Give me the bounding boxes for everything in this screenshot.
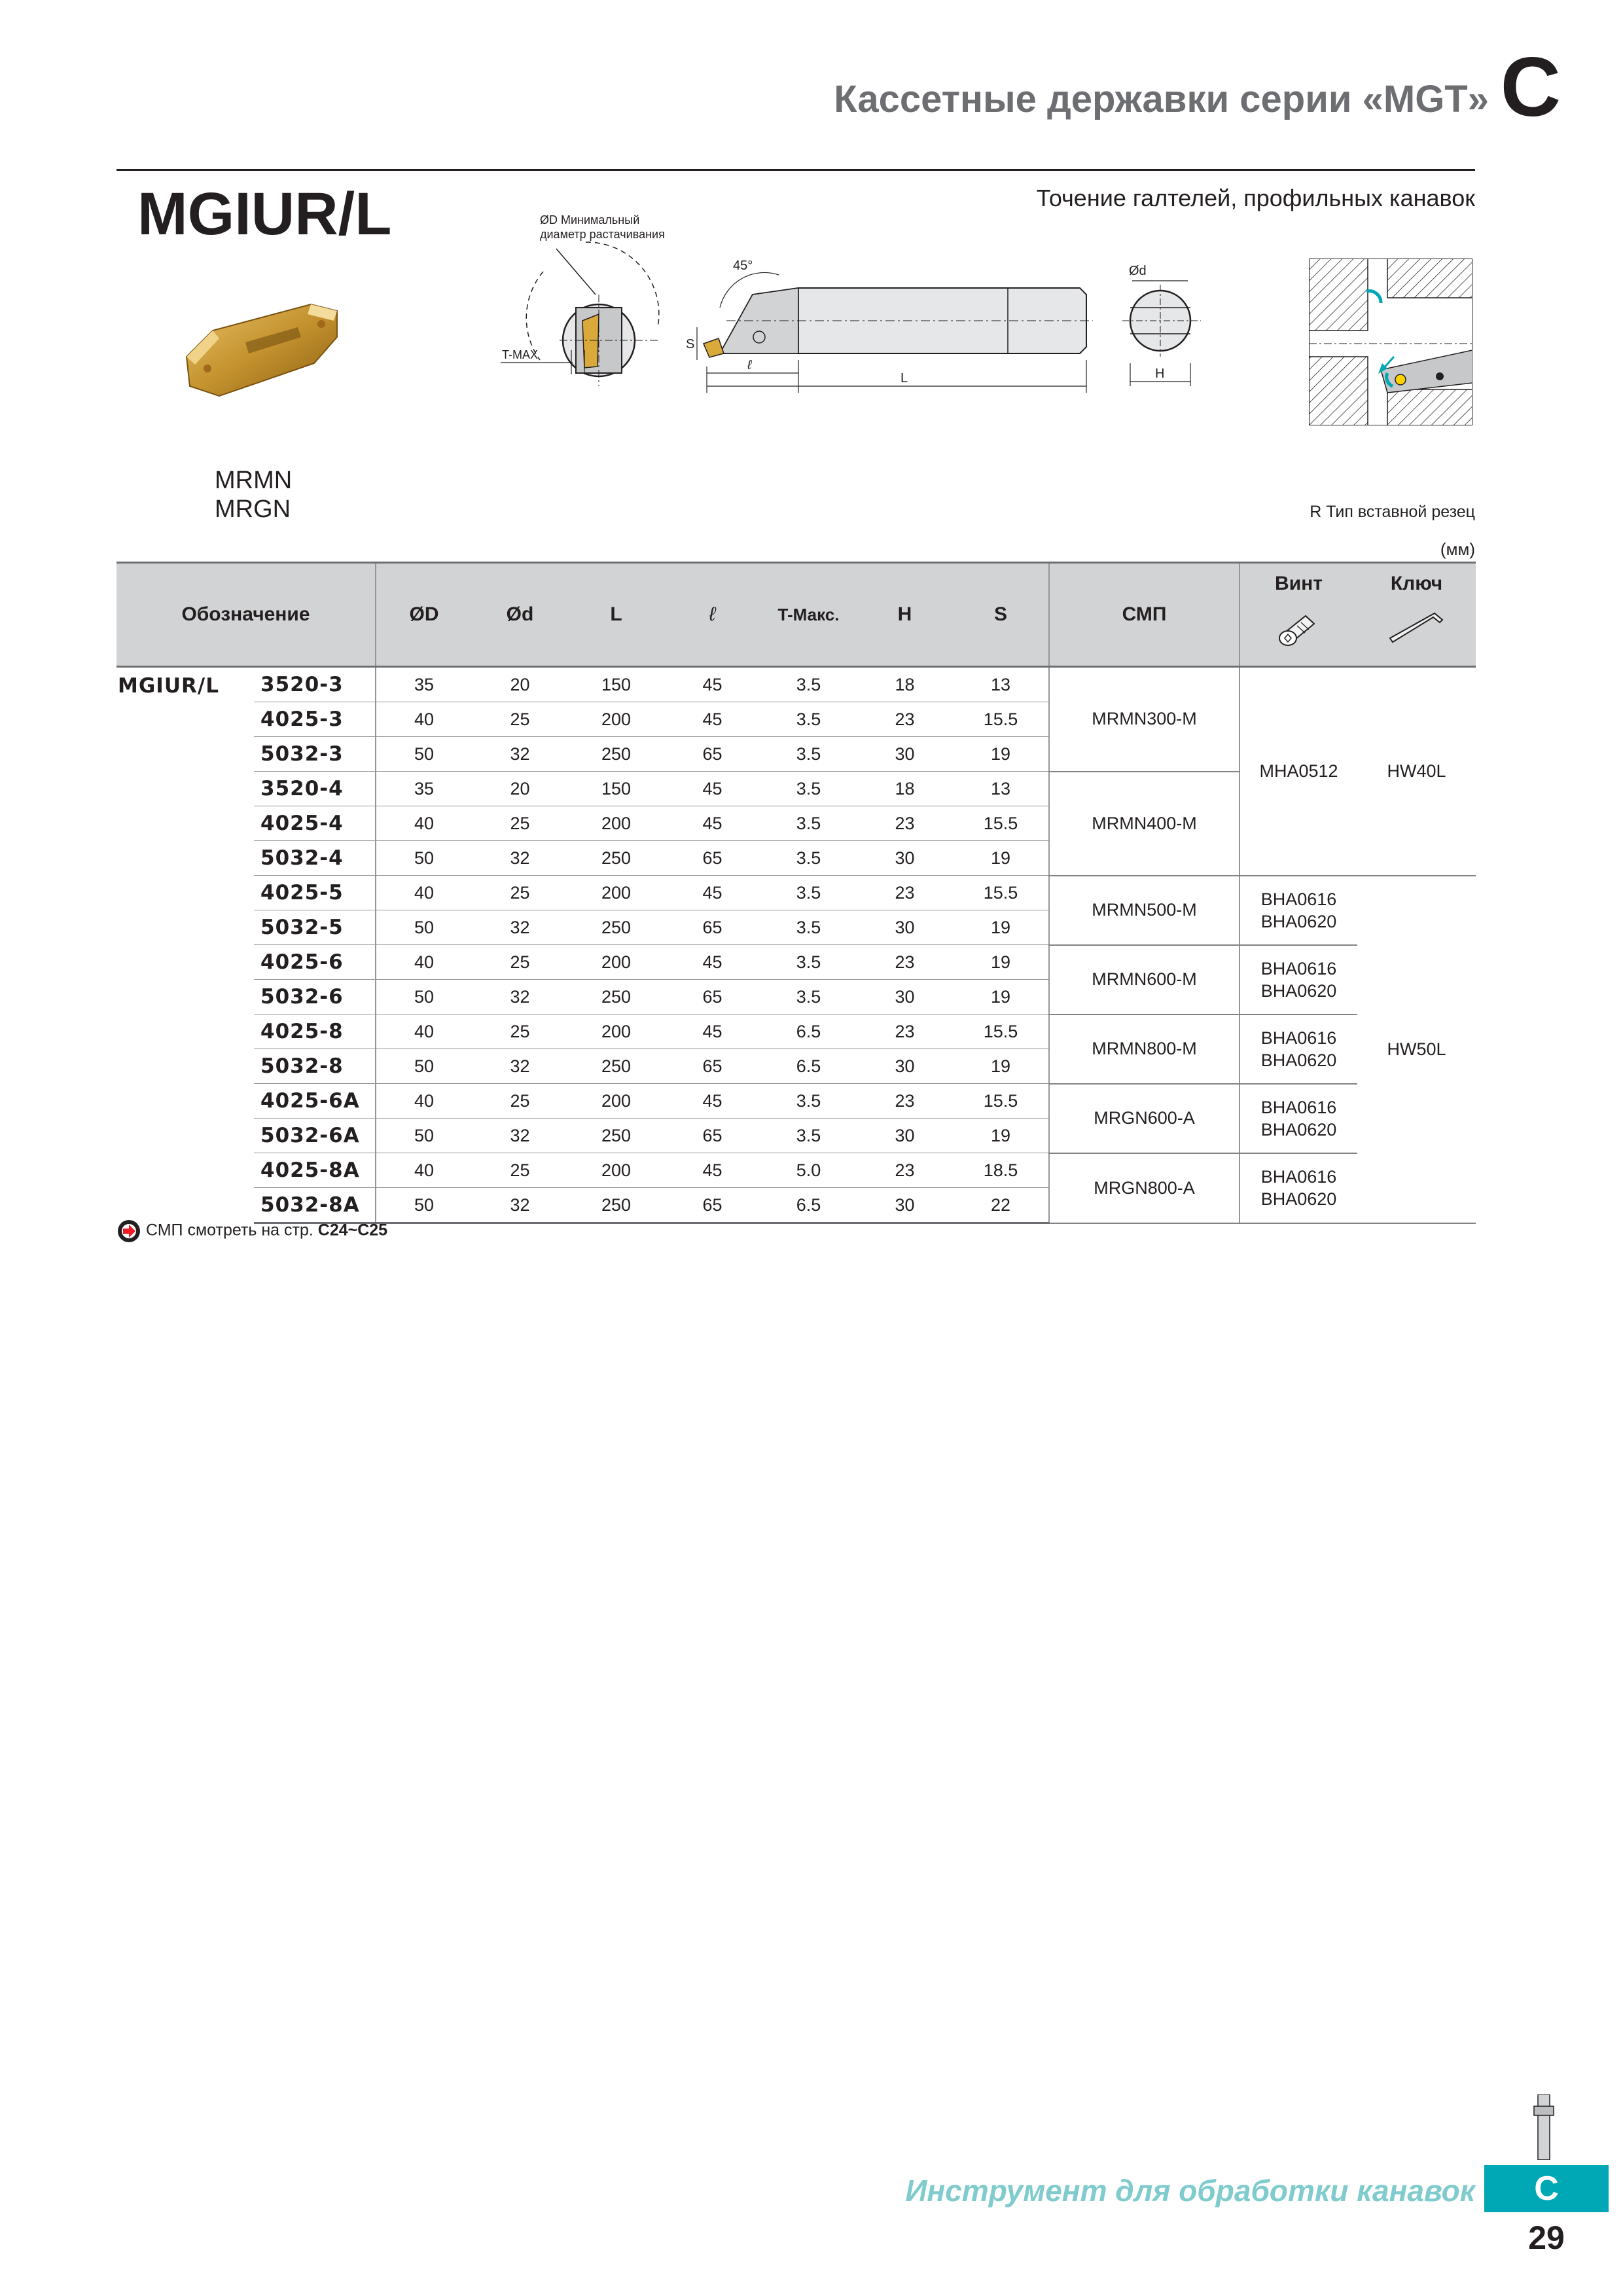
cell-D: 40 [376, 945, 472, 980]
cell-H: 23 [857, 1084, 953, 1119]
row-code: 3520-3 [254, 667, 376, 702]
smp-cell: MRMN400-M [1049, 772, 1240, 876]
front-view-drawing [494, 209, 690, 399]
s-label: S [686, 337, 695, 351]
series-name: MGIUR/L [118, 674, 219, 698]
cell-d: 32 [472, 980, 568, 1014]
row-code: 5032-3 [254, 737, 376, 772]
hex-key-icon [1387, 608, 1446, 647]
t-max-label: T-MAX [502, 348, 539, 361]
screw-cell [1240, 945, 1357, 1014]
cell-d: 25 [472, 1084, 568, 1119]
cell-T: 3.5 [760, 876, 857, 910]
cell-H: 30 [857, 1049, 953, 1084]
cell-T: 6.5 [760, 1188, 857, 1223]
cell-T: 3.5 [760, 737, 857, 772]
screw-cell: MHA0512 [1240, 667, 1357, 876]
cell-T: 3.5 [760, 980, 857, 1014]
screw-code: BHA0616 [1260, 958, 1337, 978]
cell-T: 3.5 [760, 806, 857, 841]
screw-code: BHA0616 [1260, 889, 1337, 909]
cell-l: 45 [664, 876, 760, 910]
cell-T: 6.5 [760, 1049, 857, 1084]
cell-L: 250 [568, 910, 664, 945]
row-code: 5032-6 [254, 980, 376, 1014]
header-S: S [953, 563, 1049, 667]
cell-d: 20 [472, 667, 568, 702]
cell-L: 200 [568, 702, 664, 737]
cell-H: 23 [857, 1153, 953, 1188]
screw-cell [1240, 1014, 1357, 1084]
cell-l: 45 [664, 1014, 760, 1049]
row-code: 4025-8A [254, 1153, 376, 1188]
cell-L: 150 [568, 667, 664, 702]
d-small-label: Ød [1129, 264, 1147, 278]
cell-D: 50 [376, 980, 472, 1014]
cell-D: 40 [376, 806, 472, 841]
cell-H: 23 [857, 876, 953, 910]
cell-T: 3.5 [760, 945, 857, 980]
header-l: ℓ [664, 563, 760, 667]
application-drawing [1309, 259, 1472, 425]
cell-D: 50 [376, 841, 472, 876]
screw-code: BHA0620 [1260, 1050, 1337, 1070]
cell-d: 25 [472, 876, 568, 910]
spec-table [116, 562, 1476, 1224]
cell-l: 65 [664, 1049, 760, 1084]
row-code: 4025-6 [254, 945, 376, 980]
screw-code: BHA0616 [1260, 1167, 1337, 1187]
cell-T: 3.5 [760, 1119, 857, 1153]
table-row [116, 667, 1476, 702]
cell-H: 30 [857, 1188, 953, 1223]
row-code: 5032-8 [254, 1049, 376, 1084]
cell-T: 6.5 [760, 1014, 857, 1049]
cell-l: 45 [664, 1153, 760, 1188]
page-number: 29 [1528, 2219, 1565, 2256]
product-title: MGIUR/L [137, 181, 392, 247]
unit-note: (мм) [1440, 539, 1475, 559]
angle-label: 45° [733, 259, 753, 273]
tool-thumbnail [1518, 2094, 1571, 2160]
screw-code: BHA0616 [1260, 1097, 1337, 1117]
cell-d: 20 [472, 772, 568, 806]
cell-H: 18 [857, 772, 953, 806]
cell-S: 13 [953, 772, 1049, 806]
cell-S: 15.5 [953, 1014, 1049, 1049]
cell-L: 250 [568, 1049, 664, 1084]
cell-S: 19 [953, 945, 1049, 980]
cell-L: 250 [568, 1188, 664, 1223]
l-big-label: L [901, 371, 908, 386]
cell-l: 45 [664, 806, 760, 841]
cell-S: 19 [953, 980, 1049, 1014]
cell-l: 65 [664, 1188, 760, 1223]
header-screw [1240, 563, 1357, 667]
screw-code: BHA0616 [1260, 1028, 1337, 1048]
screw-code: BHA0620 [1260, 911, 1337, 931]
cell-H: 23 [857, 806, 953, 841]
cell-S: 15.5 [953, 806, 1049, 841]
cell-D: 40 [376, 876, 472, 910]
cell-D: 50 [376, 737, 472, 772]
r-type-note: R Тип вставной резец [1310, 503, 1475, 521]
header-D: ØD [376, 563, 472, 667]
cell-D: 40 [376, 702, 472, 737]
cell-d: 32 [472, 910, 568, 945]
cell-d: 32 [472, 1119, 568, 1153]
cell-d: 32 [472, 737, 568, 772]
header-screw-label: Винт [1275, 573, 1323, 594]
footer-section-name: Инструмент для обработки канавок [905, 2174, 1475, 2208]
cell-S: 19 [953, 910, 1049, 945]
cell-l: 45 [664, 945, 760, 980]
row-code: 4025-5 [254, 876, 376, 910]
cell-S: 15.5 [953, 876, 1049, 910]
cell-l: 45 [664, 667, 760, 702]
header-L: L [568, 563, 664, 667]
insert-code-mrgn: MRGN [215, 495, 291, 523]
end-view-drawing [1116, 259, 1207, 389]
footnote-text: СМП смотреть на стр. [145, 1221, 313, 1240]
screw-code: BHA0620 [1260, 1119, 1337, 1139]
key-cell: HW40L [1357, 667, 1476, 876]
header-designation: Обозначение [116, 563, 376, 667]
cell-S: 19 [953, 1119, 1049, 1153]
cell-l: 65 [664, 737, 760, 772]
cell-l: 65 [664, 841, 760, 876]
cell-D: 50 [376, 1188, 472, 1223]
insert-codes [215, 466, 292, 524]
cell-l: 45 [664, 702, 760, 737]
screw-icon [1276, 608, 1322, 647]
cell-D: 40 [376, 1084, 472, 1119]
l-small-label: ℓ [747, 358, 752, 372]
header-rule [116, 169, 1475, 171]
row-code: 5032-8A [254, 1188, 376, 1223]
cell-l: 45 [664, 772, 760, 806]
cell-H: 30 [857, 737, 953, 772]
cell-L: 200 [568, 1153, 664, 1188]
product-subtitle: Точение галтелей, профильных канавок [1036, 185, 1475, 211]
cell-H: 23 [857, 702, 953, 737]
screw-cell [1240, 1153, 1357, 1223]
row-code: 5032-6A [254, 1119, 376, 1153]
cell-D: 35 [376, 667, 472, 702]
cell-S: 18.5 [953, 1153, 1049, 1188]
min-diameter-label-1: ØD Минимальный [540, 213, 640, 226]
table-row [116, 876, 1476, 910]
cell-d: 32 [472, 841, 568, 876]
smp-cell: MRMN500-M [1049, 876, 1240, 945]
screw-code: BHA0620 [1260, 980, 1337, 1001]
header-T: T-Макс. [760, 563, 857, 667]
cell-S: 15.5 [953, 702, 1049, 737]
header-H: H [857, 563, 953, 667]
cell-T: 3.5 [760, 702, 857, 737]
screw-cell [1240, 876, 1357, 945]
cell-T: 5.0 [760, 1153, 857, 1188]
smp-cell: MRMN300-M [1049, 667, 1240, 772]
header-key-label: Ключ [1390, 573, 1443, 594]
footer-section-tab: C [1484, 2165, 1609, 2212]
insert-code-mrmn: MRMN [215, 467, 293, 494]
cell-d: 25 [472, 1153, 568, 1188]
table-header-row [116, 563, 1476, 667]
cell-T: 3.5 [760, 667, 857, 702]
cell-H: 30 [857, 1119, 953, 1153]
footnote [116, 1219, 387, 1244]
cell-l: 65 [664, 910, 760, 945]
smp-cell: MRMN800-M [1049, 1014, 1240, 1084]
cell-H: 30 [857, 841, 953, 876]
cell-L: 250 [568, 980, 664, 1014]
min-diameter-label-2: диаметр растачивания [540, 228, 665, 241]
arrow-circle-icon [116, 1219, 141, 1244]
cell-H: 30 [857, 980, 953, 1014]
cell-d: 25 [472, 945, 568, 980]
row-code: 4025-3 [254, 702, 376, 737]
table-row [116, 1014, 1476, 1049]
row-code: 4025-4 [254, 806, 376, 841]
row-code: 4025-6A [254, 1084, 376, 1119]
cell-l: 65 [664, 980, 760, 1014]
cell-L: 200 [568, 945, 664, 980]
cell-d: 25 [472, 702, 568, 737]
cell-T: 3.5 [760, 910, 857, 945]
cell-L: 250 [568, 841, 664, 876]
footnote-ref: C24~C25 [317, 1221, 388, 1240]
cell-D: 50 [376, 1119, 472, 1153]
cell-D: 50 [376, 910, 472, 945]
smp-cell: MRMN600-M [1049, 945, 1240, 1014]
smp-cell: MRGN600-A [1049, 1084, 1240, 1153]
cell-d: 25 [472, 1014, 568, 1049]
cell-T: 3.5 [760, 772, 857, 806]
cell-L: 200 [568, 1014, 664, 1049]
cell-H: 18 [857, 667, 953, 702]
cell-D: 40 [376, 1153, 472, 1188]
cell-l: 65 [664, 1119, 760, 1153]
row-code: 4025-8 [254, 1014, 376, 1049]
cell-L: 200 [568, 1084, 664, 1119]
row-code: 3520-4 [254, 772, 376, 806]
header-section-letter: C [1500, 41, 1561, 134]
cell-L: 250 [568, 737, 664, 772]
header-smp: СМП [1049, 563, 1240, 667]
cell-T: 3.5 [760, 1084, 857, 1119]
header-d: Ød [472, 563, 568, 667]
cell-H: 23 [857, 1014, 953, 1049]
cell-L: 200 [568, 806, 664, 841]
cell-d: 32 [472, 1188, 568, 1223]
cell-S: 19 [953, 841, 1049, 876]
screw-code: BHA0620 [1260, 1189, 1337, 1209]
table-row [116, 1153, 1476, 1188]
header-title: Кассетные державки серии «MGT» [834, 78, 1489, 120]
cell-L: 200 [568, 876, 664, 910]
cell-l: 45 [664, 1084, 760, 1119]
cell-S: 19 [953, 1049, 1049, 1084]
cell-d: 32 [472, 1049, 568, 1084]
cell-H: 30 [857, 910, 953, 945]
header-key [1357, 563, 1476, 667]
table-row [116, 945, 1476, 980]
cell-S: 15.5 [953, 1084, 1049, 1119]
cell-D: 40 [376, 1014, 472, 1049]
cell-D: 35 [376, 772, 472, 806]
side-view-drawing [681, 255, 1093, 399]
table-row [116, 1084, 1476, 1119]
cell-T: 3.5 [760, 841, 857, 876]
cell-S: 19 [953, 737, 1049, 772]
row-code: 5032-4 [254, 841, 376, 876]
cell-d: 25 [472, 806, 568, 841]
cell-D: 50 [376, 1049, 472, 1084]
cell-L: 250 [568, 1119, 664, 1153]
row-code: 5032-5 [254, 910, 376, 945]
key-cell: HW50L [1357, 876, 1476, 1223]
cell-S: 22 [953, 1188, 1049, 1223]
cell-H: 23 [857, 945, 953, 980]
h-label: H [1155, 367, 1165, 381]
table-body [116, 667, 1476, 1223]
screw-cell [1240, 1084, 1357, 1153]
cell-S: 13 [953, 667, 1049, 702]
cell-L: 150 [568, 772, 664, 806]
insert-image [173, 291, 347, 409]
smp-cell: MRGN800-A [1049, 1153, 1240, 1223]
